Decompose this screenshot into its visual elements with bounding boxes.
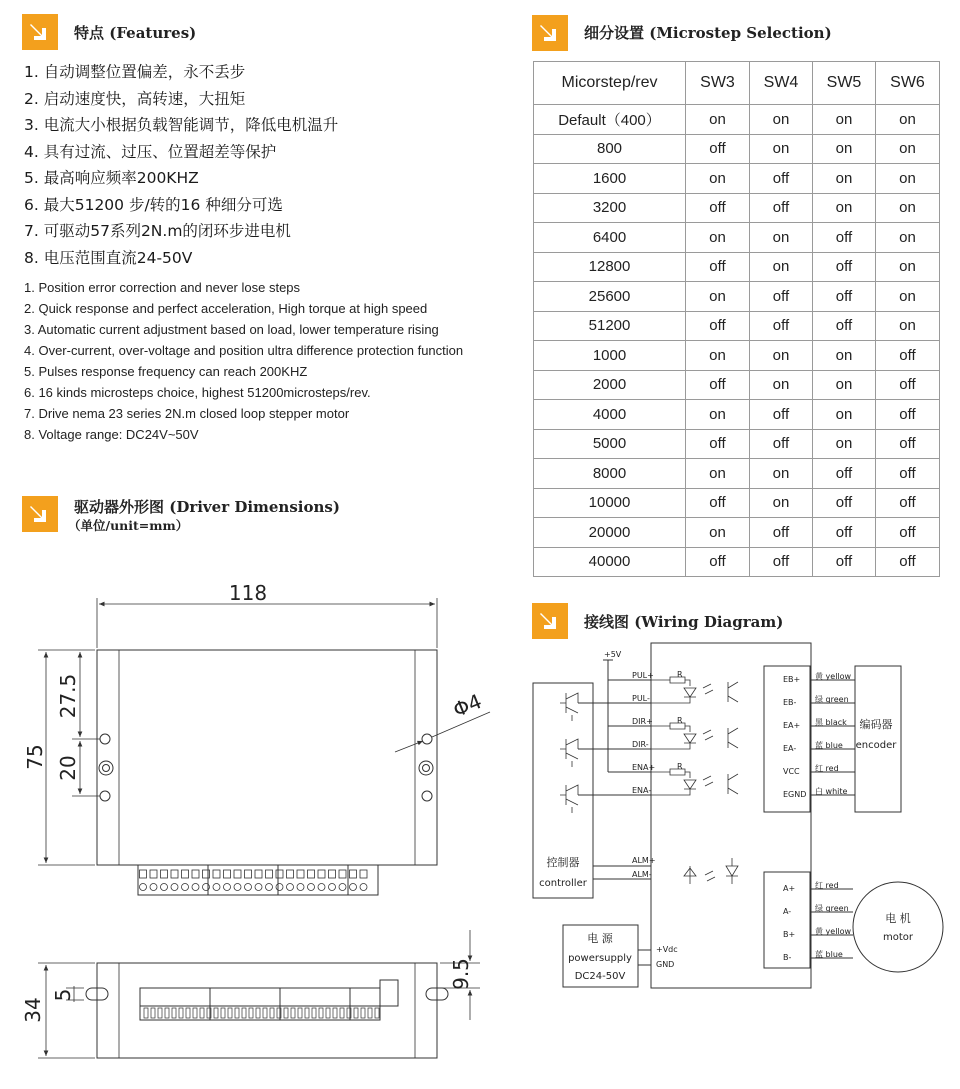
- terminal-screw: [171, 884, 178, 891]
- switch-state: on: [686, 164, 750, 194]
- encoder-pin-label: EGND: [783, 790, 807, 799]
- width-label: 118: [228, 581, 268, 605]
- table-row: [534, 282, 940, 312]
- switch-state: off: [686, 252, 750, 282]
- switch-state: off: [876, 341, 940, 371]
- switch-state: off: [813, 252, 876, 282]
- feature-cn-item: 7. 可驱动57系列2N.m的闭环步进电机: [24, 222, 291, 240]
- phototransistor-icon: [684, 866, 696, 884]
- motor-pin-label: B-: [783, 953, 792, 962]
- microstep-header-row: [534, 62, 940, 105]
- terminal-tooth: [291, 1008, 295, 1018]
- transistor-icon: [560, 739, 578, 767]
- terminal-tooth: [368, 1008, 372, 1018]
- mount-hole: [422, 791, 432, 801]
- terminal-tooth: [228, 1008, 232, 1018]
- switch-state: on: [686, 459, 750, 489]
- encoder-pin-label: EA-: [783, 744, 797, 753]
- terminal-slot: [161, 870, 168, 878]
- switch-state: off: [750, 282, 813, 312]
- features-arrow-icon: [22, 14, 58, 50]
- encoder-wire-label: 黑 black: [815, 718, 847, 727]
- table-row: [534, 459, 940, 489]
- terminal-tooth: [312, 1008, 316, 1018]
- terminal-tooth: [319, 1008, 323, 1018]
- switch-state: on: [750, 134, 813, 164]
- terminal-tooth: [270, 1008, 274, 1018]
- switch-state: on: [750, 341, 813, 371]
- microstep-value: 10000: [534, 488, 686, 518]
- hole-spacing-label: 20: [56, 755, 80, 781]
- switch-state: on: [876, 164, 940, 194]
- switch-state: on: [876, 223, 940, 253]
- terminal-tooth: [263, 1008, 267, 1018]
- encoder-wire-label: 蓝 blue: [815, 741, 843, 750]
- microstep-table: [533, 61, 940, 577]
- microstep-value: Default（400）: [534, 105, 686, 135]
- motor-circle: [853, 882, 943, 972]
- terminal-tooth: [305, 1008, 309, 1018]
- feature-en-item: 4. Over-current, over-voltage and position ultra difference protection function: [24, 343, 464, 358]
- switch-state: on: [750, 370, 813, 400]
- microstep-value: 1000: [534, 341, 686, 371]
- terminal-screw: [329, 884, 336, 891]
- features-title: 特点 (Features): [74, 24, 197, 42]
- terminal-tooth: [256, 1008, 260, 1018]
- terminal-screw: [255, 884, 262, 891]
- dimensions-arrow-icon: [22, 496, 58, 532]
- switch-state: on: [876, 193, 940, 223]
- switch-state: on: [813, 429, 876, 459]
- led-icon: [651, 688, 696, 703]
- switch-state: on: [750, 223, 813, 253]
- switch-state: off: [750, 547, 813, 577]
- power-en-label: powersupply: [568, 953, 632, 964]
- side-height-label: 34: [21, 997, 45, 1023]
- light-arrow-icon: [703, 776, 713, 786]
- terminal-screw: [266, 884, 273, 891]
- feature-cn-item: 8. 电压范围直流24-50V: [24, 248, 193, 267]
- terminal-slot: [150, 870, 157, 878]
- wiring-arrow-icon: [532, 603, 568, 639]
- terminal-tooth: [242, 1008, 246, 1018]
- switch-state: on: [686, 518, 750, 548]
- encoder-box: [855, 666, 901, 812]
- switch-state: off: [813, 311, 876, 341]
- switch-state: off: [876, 459, 940, 489]
- switch-state: on: [876, 252, 940, 282]
- controller-en-label: controller: [539, 878, 587, 889]
- terminal-tooth: [151, 1008, 155, 1018]
- light-arrow-icon: [703, 730, 713, 740]
- switch-state: off: [686, 429, 750, 459]
- switch-state: off: [876, 488, 940, 518]
- feature-en-item: 1. Position error correction and never lose steps: [24, 280, 301, 295]
- feature-en-item: 3. Automatic current adjustment based on load, lower temperature rising: [24, 322, 439, 337]
- feature-en-item: 7. Drive nema 23 series 2N.m closed loop stepper motor: [24, 406, 350, 421]
- transistor-icon: [560, 693, 578, 721]
- switch-state: on: [686, 282, 750, 312]
- switch-header: SW3: [686, 62, 750, 105]
- motor-cn-label: 电 机: [885, 912, 911, 925]
- switch-state: off: [876, 400, 940, 430]
- microstep-value: 2000: [534, 370, 686, 400]
- table-row: [534, 193, 940, 223]
- terminal-tooth: [165, 1008, 169, 1018]
- screw-icon: [419, 761, 433, 775]
- resistor-label: R: [677, 762, 683, 771]
- microstep-header: Micorstep/rev: [534, 62, 686, 105]
- switch-state: off: [876, 518, 940, 548]
- pin-ena-plus: ENA+: [632, 763, 656, 772]
- switch-state: on: [813, 134, 876, 164]
- terminal-slot: [287, 870, 294, 878]
- feature-cn-item: 4. 具有过流、过压、位置超差等保护: [24, 142, 277, 161]
- switch-state: on: [686, 105, 750, 135]
- table-row: [534, 223, 940, 253]
- terminal-tooth: [340, 1008, 344, 1018]
- switch-state: off: [876, 370, 940, 400]
- encoder-pin-label: EB-: [783, 698, 797, 707]
- terminal-slot: [182, 870, 189, 878]
- terminal-tooth: [200, 1008, 204, 1018]
- terminal-screw: [339, 884, 346, 891]
- terminal-tooth: [172, 1008, 176, 1018]
- table-row: [534, 429, 940, 459]
- terminal-slot: [266, 870, 273, 878]
- microstep-value: 3200: [534, 193, 686, 223]
- supply-label: +5V: [604, 650, 622, 659]
- dimensions-title: 驱动器外形图 (Driver Dimensions): [74, 498, 340, 516]
- terminal-slot: [245, 870, 252, 878]
- terminal-tooth: [186, 1008, 190, 1018]
- encoder-wire-label: 黄 yellow: [815, 672, 852, 681]
- pin-dir-plus: DIR+: [632, 717, 653, 726]
- terminal-slot: [255, 870, 262, 878]
- switch-header: SW4: [750, 62, 813, 105]
- feature-en-item: 5. Pulses response frequency can reach 200KHZ: [24, 364, 308, 379]
- microstep-value: 20000: [534, 518, 686, 548]
- terminal-tooth: [333, 1008, 337, 1018]
- switch-state: off: [813, 459, 876, 489]
- led-icon: [651, 780, 696, 795]
- table-row: [534, 311, 940, 341]
- switch-state: on: [686, 400, 750, 430]
- motor-wire-label: 蓝 blue: [815, 950, 843, 959]
- motor-wire-label: 黄 yellow: [815, 927, 852, 936]
- driver-top-view: [97, 650, 437, 865]
- phototransistor-icon: [728, 682, 738, 702]
- table-row: [534, 547, 940, 577]
- pin-gnd: GND: [656, 960, 675, 969]
- terminal-screw: [297, 884, 304, 891]
- top-offset-label: 27.5: [56, 673, 80, 719]
- terminal-slot: [297, 870, 304, 878]
- table-row: [534, 134, 940, 164]
- switch-state: off: [750, 193, 813, 223]
- terminal-tooth: [158, 1008, 162, 1018]
- terminal-screw: [161, 884, 168, 891]
- table-row: [534, 164, 940, 194]
- switch-state: on: [813, 105, 876, 135]
- terminal-screw: [276, 884, 283, 891]
- terminal-screw: [182, 884, 189, 891]
- terminal-tooth: [249, 1008, 253, 1018]
- phototransistor-icon: [728, 774, 738, 794]
- terminal-slot: [234, 870, 241, 878]
- motor-pin-label: A-: [783, 907, 792, 916]
- microstep-value: 800: [534, 134, 686, 164]
- table-row: [534, 518, 940, 548]
- table-row: [534, 370, 940, 400]
- switch-state: off: [813, 518, 876, 548]
- microstep-value: 5000: [534, 429, 686, 459]
- feature-cn-item: 5. 最高响应频率200KHZ: [24, 169, 199, 187]
- terminal-tooth: [235, 1008, 239, 1018]
- microstep-value: 6400: [534, 223, 686, 253]
- terminal-tooth: [193, 1008, 197, 1018]
- switch-state: on: [686, 223, 750, 253]
- pin-dir-minus: DIR-: [632, 740, 649, 749]
- terminal-slot: [276, 870, 283, 878]
- light-arrow-icon: [705, 871, 715, 881]
- terminal-screw: [360, 884, 367, 891]
- motor-pin-label: B+: [783, 930, 796, 939]
- terminal-screw: [140, 884, 147, 891]
- switch-state: off: [813, 282, 876, 312]
- table-row: [534, 252, 940, 282]
- terminal-screw: [318, 884, 325, 891]
- terminal-screw: [234, 884, 241, 891]
- switch-header: SW6: [876, 62, 940, 105]
- switch-state: off: [813, 223, 876, 253]
- terminal-screw: [192, 884, 199, 891]
- feature-en-item: 8. Voltage range: DC24V~50V: [24, 427, 199, 442]
- switch-state: off: [750, 429, 813, 459]
- switch-state: off: [686, 370, 750, 400]
- switch-state: off: [686, 193, 750, 223]
- switch-state: off: [686, 547, 750, 577]
- switch-state: on: [813, 370, 876, 400]
- switch-state: on: [876, 311, 940, 341]
- encoder-wire-label: 红 red: [815, 764, 839, 773]
- terminal-slot: [350, 870, 357, 878]
- pin-alm-minus: ALM-: [632, 870, 652, 879]
- microstep-value: 12800: [534, 252, 686, 282]
- terminal-tooth: [298, 1008, 302, 1018]
- light-arrow-icon: [703, 684, 713, 694]
- resistor-icon: [651, 677, 690, 686]
- feature-en-item: 6. 16 kinds microsteps choice, highest 51200microsteps/rev.: [24, 385, 371, 400]
- microstep-value: 4000: [534, 400, 686, 430]
- phototransistor-icon: [728, 728, 738, 748]
- feature-cn-item: 1. 自动调整位置偏差，永不丢步: [24, 63, 246, 81]
- switch-state: off: [876, 547, 940, 577]
- table-row: [534, 341, 940, 371]
- microstep-value: 51200: [534, 311, 686, 341]
- terminal-tooth: [354, 1008, 358, 1018]
- wiring-diagram: [525, 640, 955, 1000]
- encoder-en-label: encoder: [855, 740, 897, 751]
- encoder-cn-label: 编码器: [859, 718, 893, 731]
- pin-alm-plus: ALM+: [632, 856, 656, 865]
- encoder-pin-label: EB+: [783, 675, 801, 684]
- wiring-title: 接线图 (Wiring Diagram): [584, 613, 784, 631]
- microstep-value: 1600: [534, 164, 686, 194]
- switch-state: on: [750, 488, 813, 518]
- terminal-slot: [171, 870, 178, 878]
- terminal-screw: [213, 884, 220, 891]
- switch-state: off: [686, 134, 750, 164]
- terminal-slot: [339, 870, 346, 878]
- terminal-slot: [140, 870, 147, 878]
- switch-state: on: [813, 341, 876, 371]
- table-row: [534, 105, 940, 135]
- encoder-pin-label: VCC: [783, 767, 800, 776]
- terminal-screw: [150, 884, 157, 891]
- switch-state: on: [876, 282, 940, 312]
- terminal-tooth: [375, 1008, 379, 1018]
- motor-en-label: motor: [882, 932, 914, 943]
- terminal-tooth: [284, 1008, 288, 1018]
- terminal-slot: [329, 870, 336, 878]
- feature-cn-item: 6. 最大51200 步/转的16 种细分可选: [24, 195, 283, 214]
- resistor-label: R: [677, 670, 683, 679]
- pin-ena-minus: ENA-: [632, 786, 652, 795]
- switch-state: on: [876, 134, 940, 164]
- resistor-icon: [651, 723, 690, 732]
- terminal-tooth: [361, 1008, 365, 1018]
- switch-state: on: [813, 400, 876, 430]
- switch-state: off: [876, 429, 940, 459]
- switch-state: on: [750, 252, 813, 282]
- resistor-icon: [651, 769, 690, 778]
- switch-state: on: [750, 105, 813, 135]
- switch-state: on: [750, 459, 813, 489]
- transistor-icon: [560, 785, 578, 813]
- pin-vdc: +Vdc: [656, 945, 678, 954]
- terminal-slot: [192, 870, 199, 878]
- terminal-screw: [224, 884, 231, 891]
- pin-pul-plus: PUL+: [632, 671, 654, 680]
- switch-state: on: [876, 105, 940, 135]
- resistor-label: R: [677, 716, 683, 725]
- led-icon: [651, 734, 696, 749]
- switch-state: on: [813, 164, 876, 194]
- switch-state: off: [813, 488, 876, 518]
- microstep-value: 25600: [534, 282, 686, 312]
- mount-hole: [422, 734, 432, 744]
- power-cn-label: 电 源: [587, 932, 613, 945]
- switch-header: SW5: [813, 62, 876, 105]
- hole-diameter-label: Φ4: [449, 689, 486, 722]
- switch-state: off: [686, 311, 750, 341]
- motor-pin-label: A+: [783, 884, 796, 893]
- microstep-value: 8000: [534, 459, 686, 489]
- motor-wire-label: 红 red: [815, 881, 839, 890]
- terminal-slot: [213, 870, 220, 878]
- table-row: [534, 400, 940, 430]
- power-range-label: DC24-50V: [574, 971, 626, 982]
- led-icon: [726, 858, 738, 884]
- pin-pul-minus: PUL-: [632, 694, 650, 703]
- switch-state: off: [750, 311, 813, 341]
- table-row: [534, 488, 940, 518]
- terminal-slot: [360, 870, 367, 878]
- feature-en-item: 2. Quick response and perfect acceleration, High torque at high speed: [24, 301, 428, 316]
- driver-dimension-drawing: [0, 560, 520, 1080]
- switch-state: off: [750, 400, 813, 430]
- height-label: 75: [23, 744, 47, 770]
- terminal-screw: [350, 884, 357, 891]
- terminal-screw: [308, 884, 315, 891]
- encoder-wire-label: 白 white: [815, 787, 848, 796]
- motor-wire-label: 绿 green: [815, 904, 849, 913]
- screw-icon: [99, 761, 113, 775]
- controller-cn-label: 控制器: [546, 856, 580, 869]
- terminal-tooth: [326, 1008, 330, 1018]
- switch-state: off: [750, 164, 813, 194]
- microstep-title: 细分设置 (Microstep Selection): [584, 24, 832, 42]
- feature-cn-item: 2. 启动速度快，高转速，大扭矩: [24, 89, 246, 108]
- terminal-slot: [308, 870, 315, 878]
- switch-state: off: [813, 547, 876, 577]
- terminal-tooth: [179, 1008, 183, 1018]
- encoder-wire-label: 绿 green: [815, 695, 849, 704]
- encoder-pin-label: EA+: [783, 721, 801, 730]
- switch-state: on: [686, 341, 750, 371]
- side-right-label: 9.5: [449, 958, 473, 990]
- feature-cn-item: 3. 电流大小根据负载智能调节，降低电机温升: [24, 116, 339, 134]
- dimensions-unit: （单位/unit=mm）: [68, 518, 189, 533]
- microstep-value: 40000: [534, 547, 686, 577]
- mount-hole: [100, 791, 110, 801]
- microstep-arrow-icon: [532, 15, 568, 51]
- side-slot-label: 5: [51, 988, 75, 1002]
- terminal-screw: [287, 884, 294, 891]
- terminal-tooth: [221, 1008, 225, 1018]
- switch-state: off: [686, 488, 750, 518]
- switch-state: off: [750, 518, 813, 548]
- switch-state: on: [813, 193, 876, 223]
- terminal-tooth: [214, 1008, 218, 1018]
- terminal-screw: [245, 884, 252, 891]
- terminal-slot: [224, 870, 231, 878]
- terminal-slot: [318, 870, 325, 878]
- mount-hole: [100, 734, 110, 744]
- terminal-tooth: [144, 1008, 148, 1018]
